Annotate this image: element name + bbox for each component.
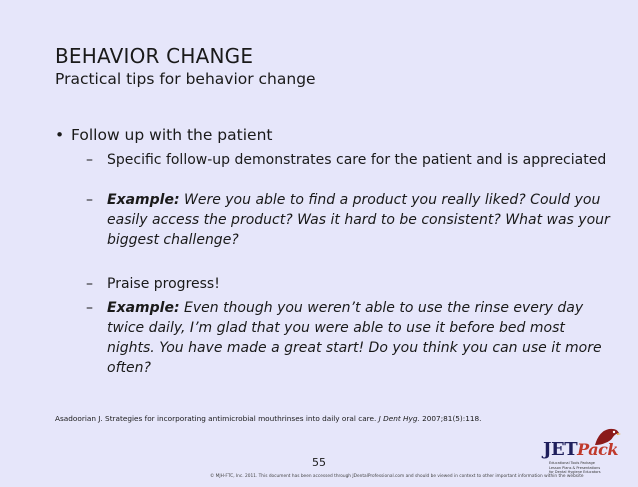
logo-tagline: Educational Tools Package Lesson Plans & Presentations for Dental Hygiene Educators xyxy=(549,461,601,474)
dash-icon: – xyxy=(86,152,93,168)
bullet-item xyxy=(55,126,272,144)
sub-item-text: Were you able to find a product you really liked? Could you easily access the product? Was it hard to be consistent? What was your biggest challenge? xyxy=(107,192,610,248)
sub-item-text: Specific follow-up demonstrates care for the patient and is appreciated xyxy=(107,152,607,168)
bullet-text: Follow up with the patient xyxy=(71,126,273,144)
citation-journal: J Dent Hyg. xyxy=(378,414,420,423)
dash-icon: – xyxy=(86,192,93,208)
slide-title: BEHAVIOR CHANGE xyxy=(55,44,254,68)
sub-item-3 xyxy=(86,274,616,294)
example-label: Example: xyxy=(107,192,180,208)
citation-details: 2007;81(5):118. xyxy=(419,414,482,423)
sub-item-text: Even though you weren’t able to use the rinse every day twice daily, I’m glad that you were able to use it before bed most nights. You have made a great start! Do you think you can use it more often? xyxy=(107,300,602,376)
sub-item-4 xyxy=(86,298,616,378)
footer-copyright: © MJH-FTC, Inc. 2011. This document has been accessed through JDentalProfessional.com and should be viewed in context to other important information within the website xyxy=(210,474,584,479)
example-label: Example: xyxy=(107,300,180,316)
jetpack-logo xyxy=(543,425,623,480)
slide-subtitle: Practical tips for behavior change xyxy=(55,70,316,88)
citation-authors: Asadoorian J. Strategies for incorporating antimicrobial mouthrinses into daily oral care. xyxy=(55,414,379,423)
dash-icon: – xyxy=(86,276,93,292)
dash-icon: – xyxy=(86,300,93,316)
page-number: 55 xyxy=(312,456,326,469)
sub-item-1 xyxy=(86,150,616,170)
sub-item-2 xyxy=(86,190,616,250)
sub-item-text: Praise progress! xyxy=(107,276,220,292)
bullet-icon: • xyxy=(55,126,65,144)
logo-wordmark: JETPack xyxy=(543,439,618,460)
citation xyxy=(55,414,482,423)
